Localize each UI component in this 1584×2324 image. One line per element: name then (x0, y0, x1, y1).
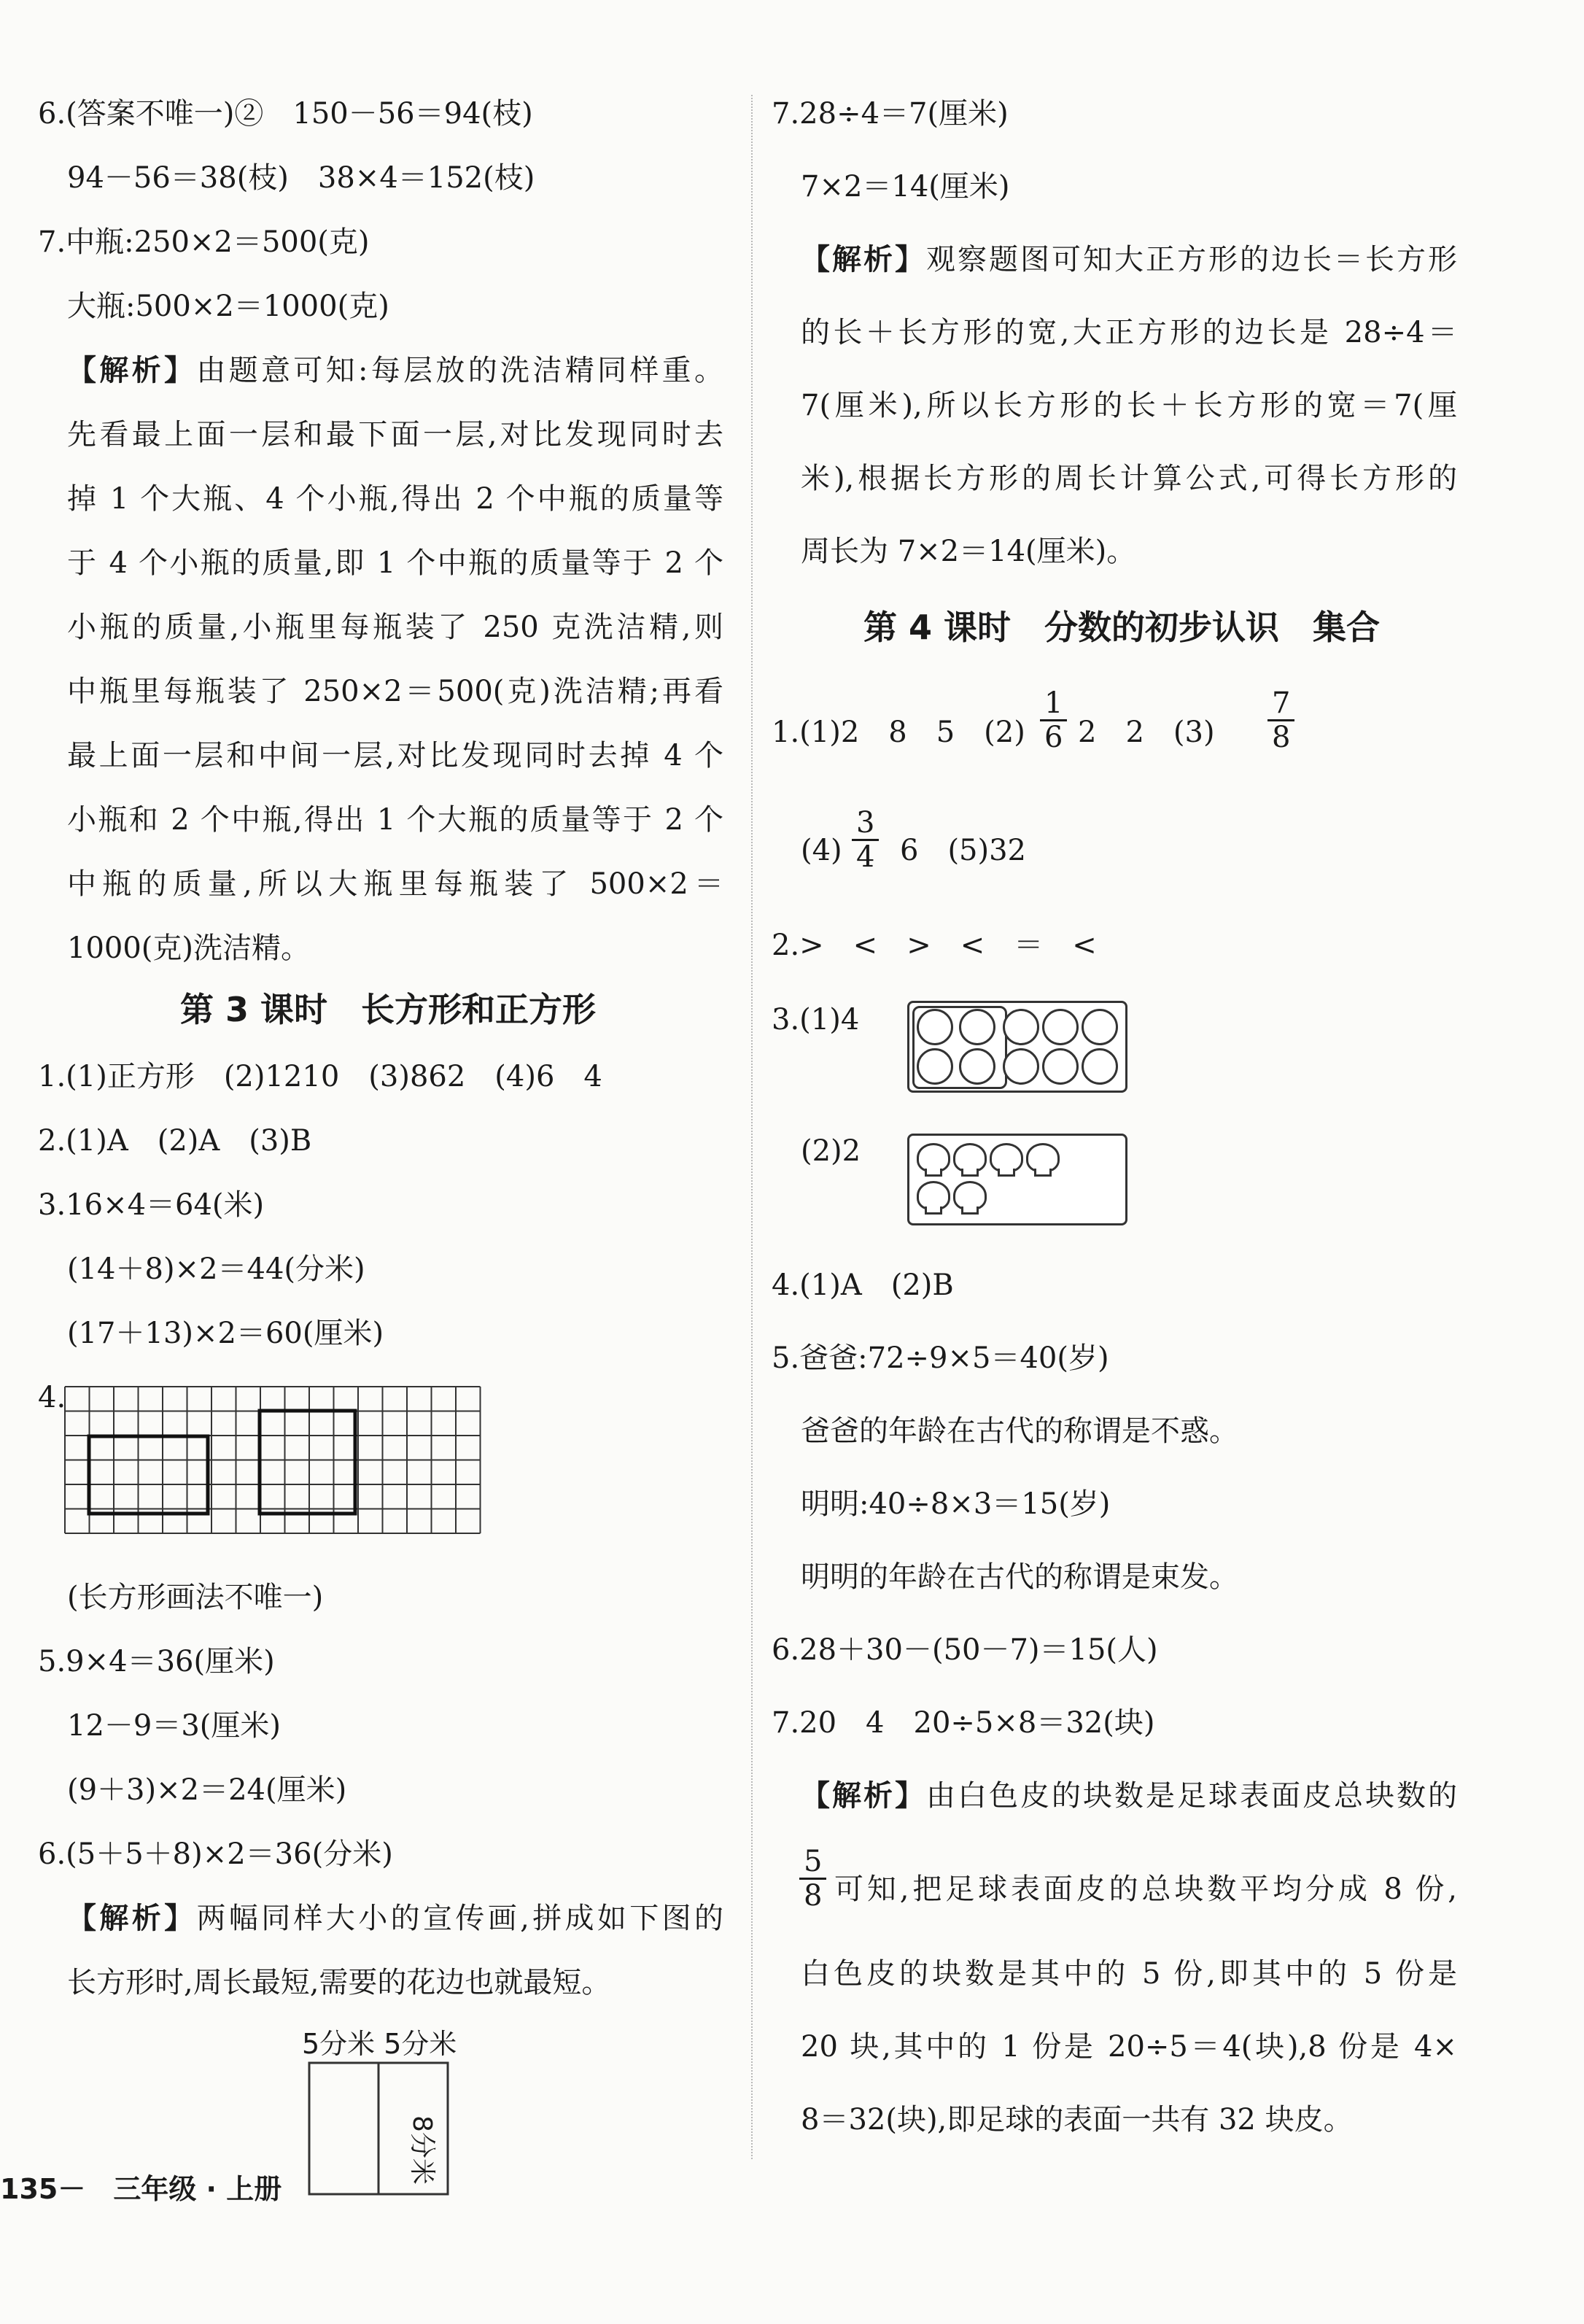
answer-5-line4: 明明的年龄在古代的称谓是束发。 (801, 1560, 1238, 1594)
answer-1-part-d: 6 (5)32 (900, 834, 1027, 867)
shell (917, 1143, 950, 1172)
answer-2: 2.(1)A (2)A (3)B (38, 1124, 312, 1158)
shell (953, 1181, 987, 1210)
answer-3: 3.16×4＝64(米) (38, 1188, 265, 1222)
shell (990, 1143, 1023, 1172)
answer-7: 7.28÷4＝7(厘米) (772, 97, 1009, 131)
answer-7: 7.中瓶:250×2＝500(克) (38, 225, 370, 259)
fraction-3-4 (852, 807, 879, 873)
circle (959, 1048, 995, 1085)
answer-1-part-b: 2 2 (3) (1078, 716, 1215, 749)
explanation-line: 于 4 个小瓶的质量,即 1 个中瓶的质量等于 2 个 (67, 546, 723, 580)
explanation-line: 小瓶的质量,小瓶里每瓶装了 250 克洗洁精,则 (67, 611, 723, 644)
answer-4-note: (长方形画法不唯一) (67, 1581, 324, 1614)
circle (1082, 1048, 1118, 1085)
fraction-denominator: 8 (804, 1879, 823, 1913)
explanation-tag: 【解析】 (801, 243, 926, 276)
fraction-denominator: 4 (856, 840, 875, 874)
fraction-1-6 (1040, 687, 1067, 754)
explanation-line (801, 1777, 1457, 1815)
explanation-line: 中瓶的质量,所以大瓶里每瓶装了 500×2＝ (67, 867, 723, 901)
explanation-line: 小瓶和 2 个中瓶,得出 1 个大瓶的质量等于 2 个 (67, 803, 723, 837)
answer-5: 5.9×4＝36(厘米) (38, 1645, 275, 1678)
figure-top-label: 5分米 5分米 (302, 2028, 457, 2060)
answer-7-line2: 大瓶:500×2＝1000(克) (67, 290, 389, 323)
answer-2: 2.> < > < ＝ < (772, 929, 1097, 962)
shells-box (907, 1134, 1127, 1225)
explanation-text: 由白色皮的块数是足球表面皮总块数的 (926, 1779, 1457, 1813)
answer-3-line2: (14＋8)×2＝44(分米) (67, 1252, 365, 1286)
explanation-text: 观察题图可知大正方形的边长＝长方形 (926, 243, 1457, 276)
answer-6b: 6.(5＋5＋8)×2＝36(分米) (38, 1837, 393, 1871)
explanation-line (801, 241, 1457, 279)
shell (953, 1143, 987, 1172)
section-heading-3: 第 3 课时 长方形和正方形 (179, 990, 597, 1029)
shell (917, 1181, 950, 1210)
page-footer: 135－ 三年级 · 上册 (0, 2173, 282, 2205)
explanation-line: 1000(克)洗洁精。 (67, 931, 311, 965)
explanation-line: 20 块,其中的 1 份是 20÷5＝4(块),8 份是 4× (801, 2030, 1457, 2064)
circle (917, 1048, 953, 1085)
circles-box (907, 1001, 1127, 1093)
answer-5-line3: 明明:40÷8×3＝15(岁) (801, 1487, 1111, 1521)
explanation-line: 先看最上面一层和最下面一层,对比发现同时去 (67, 418, 723, 452)
fraction-denominator: 6 (1044, 721, 1063, 754)
fraction-numerator: 1 (1040, 687, 1067, 721)
explanation-tag: 【解析】 (801, 1779, 926, 1813)
answer-4: 4.(1)A (2)B (772, 1268, 954, 1302)
answer-3-line3: (17＋13)×2＝60(厘米) (67, 1317, 384, 1350)
fraction-numerator: 3 (852, 807, 879, 841)
figure-side-label: 8分米 (407, 2115, 437, 2185)
circle (917, 1009, 953, 1045)
grid-drawing (64, 1386, 494, 1539)
circle (1082, 1009, 1118, 1045)
rectangle-1 (89, 1436, 208, 1514)
answer-7-line2: 7×2＝14(厘米) (801, 170, 1010, 204)
answer-5-line3: (9＋3)×2＝24(厘米) (67, 1773, 347, 1807)
explanation-line (67, 1899, 723, 1937)
explanation-line: 最上面一层和中间一层,对比发现同时去掉 4 个 (67, 739, 723, 772)
explanation-line: 可知,把足球表面皮的总块数平均分成 8 份, (834, 1872, 1457, 1906)
circle (959, 1009, 995, 1045)
answer-6: 6.(答案不唯一)② 150－56＝94(枝) (38, 97, 533, 131)
answer-5: 5.爸爸:72÷9×5＝40(岁) (772, 1341, 1109, 1375)
answer-1-part-a: 1.(1)2 8 5 (2) (772, 716, 1025, 749)
circle (1003, 1048, 1039, 1085)
fraction-numerator: 7 (1267, 687, 1294, 721)
circle (1042, 1048, 1079, 1085)
circle (1042, 1009, 1079, 1045)
fraction-5-8 (799, 1845, 826, 1912)
explanation-tag: 【解析】 (67, 354, 197, 387)
explanation-line: 长方形时,周长最短,需要的花边也就最短。 (67, 1966, 611, 1999)
answer-6-line2: 94－56＝38(枝) 38×4＝152(枝) (67, 161, 535, 195)
answer-7b: 7.20 4 20÷5×8＝32(块) (772, 1706, 1155, 1740)
answer-1: 1.(1)正方形 (2)1210 (3)862 (4)6 4 (38, 1060, 602, 1093)
explanation-text: 两幅同样大小的宣传画,拼成如下图的 (196, 1902, 724, 1935)
explanation-line: 8＝32(块),即足球的表面一共有 32 块皮。 (801, 2103, 1353, 2137)
explanation-line: 周长为 7×2＝14(厘米)。 (801, 535, 1136, 568)
explanation-line: 中瓶里每瓶装了 250×2＝500(克)洗洁精;再看 (67, 675, 723, 708)
fraction-denominator: 8 (1272, 721, 1291, 754)
explanation-line: 米),根据长方形的周长计算公式,可得长方形的 (801, 462, 1457, 495)
fraction-numerator: 5 (799, 1845, 826, 1880)
rectangle-2 (260, 1411, 355, 1514)
explanation-line: 白色皮的块数是其中的 5 份,即其中的 5 份是 (801, 1957, 1457, 1991)
explanation-line: 的长＋长方形的宽,大正方形的边长是 28÷4＝ (801, 316, 1457, 349)
explanation-tag: 【解析】 (67, 1902, 197, 1935)
answer-5-line2: 爸爸的年龄在古代的称谓是不惑。 (801, 1414, 1238, 1448)
answer-5-line2: 12－9＝3(厘米) (67, 1709, 282, 1743)
explanation-line: 7(厘米),所以长方形的长＋长方形的宽＝7(厘 (801, 389, 1457, 422)
answer-1-part-c: (4) (801, 834, 842, 867)
answer-4: 4. (38, 1381, 66, 1414)
explanation-text: 由题意可知:每层放的洗洁精同样重。 (196, 354, 724, 387)
answer-3-part-2: (2)2 (801, 1134, 861, 1168)
explanation-line (67, 352, 723, 390)
shell (1026, 1143, 1060, 1172)
fraction-7-8 (1267, 687, 1294, 754)
section-heading-4: 第 4 课时 分数的初步认识 集合 (863, 608, 1381, 647)
column-divider (751, 95, 753, 2159)
circle (1003, 1009, 1039, 1045)
answer-6: 6.28＋30－(50－7)＝15(人) (772, 1633, 1158, 1667)
explanation-line: 掉 1 个大瓶、4 个小瓶,得出 2 个中瓶的质量等 (67, 482, 723, 516)
answer-3: 3.(1)4 (772, 1003, 860, 1037)
